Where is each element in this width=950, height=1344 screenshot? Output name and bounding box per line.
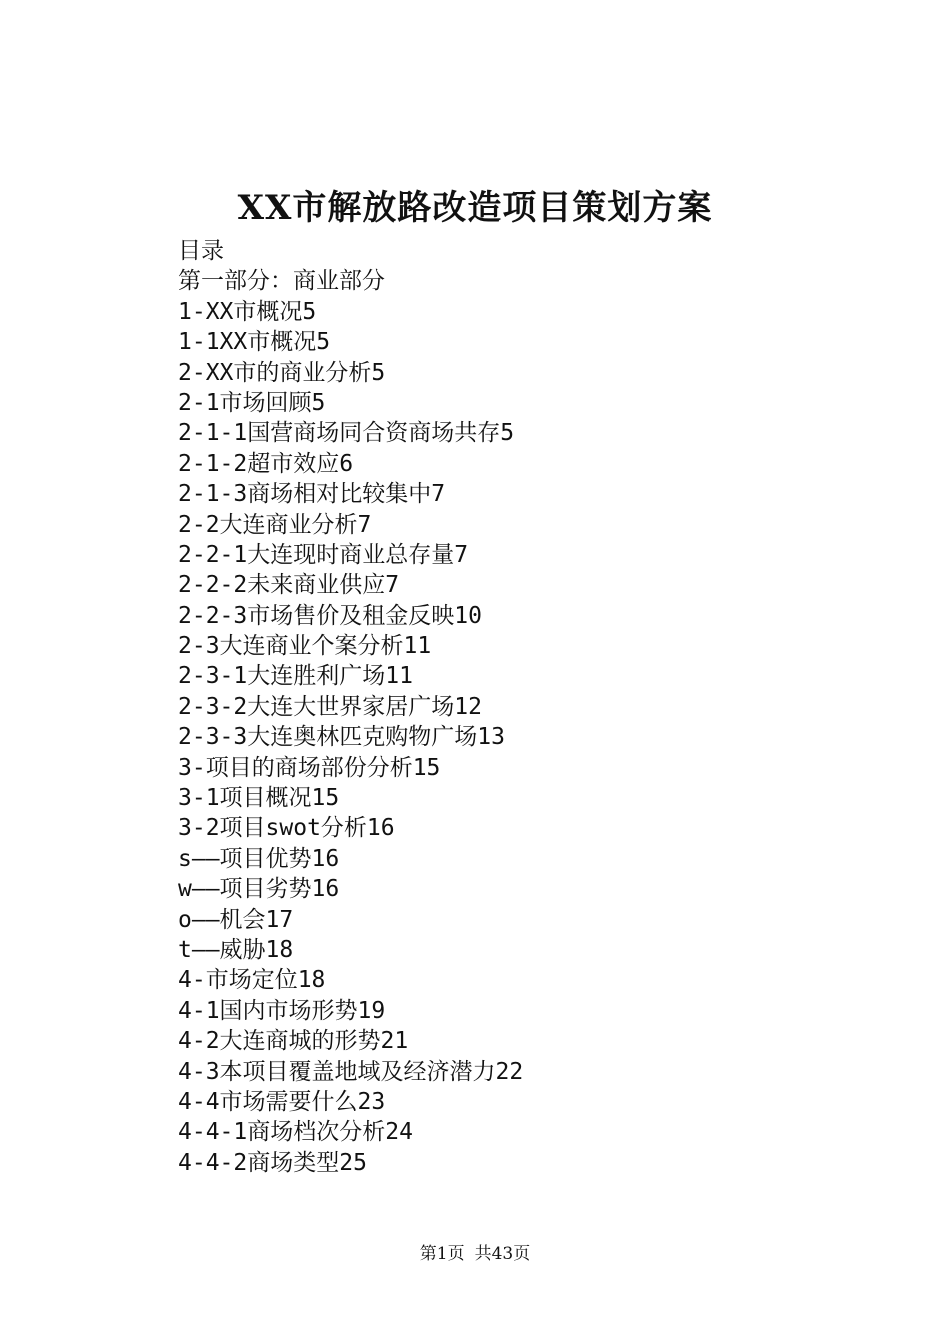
toc-entry: 2-1-3商场相对比较集中7 bbox=[178, 481, 446, 508]
toc-entry: 1-XX市概况5 bbox=[178, 298, 317, 325]
toc-entry: 2-2大连商业分析7 bbox=[178, 511, 372, 538]
toc-entry: 2-2-3市场售价及租金反映10 bbox=[178, 602, 482, 629]
toc-entry: 2-1市场回顾5 bbox=[178, 389, 326, 416]
toc-entry: 4-4-1商场档次分析24 bbox=[178, 1119, 413, 1146]
toc-entry: 2-2-2未来商业供应7 bbox=[178, 572, 400, 599]
toc-entry: 2-3-1大连胜利广场11 bbox=[178, 663, 413, 690]
toc-entry: 4-3本项目覆盖地域及经济潜力22 bbox=[178, 1058, 524, 1085]
toc-entry: 2-XX市的商业分析5 bbox=[178, 359, 386, 386]
toc-entry: 2-1-2超市效应6 bbox=[178, 450, 354, 477]
toc-entry: 1-1XX市概况5 bbox=[178, 329, 331, 356]
toc-entry: 4-2大连商城的形势21 bbox=[178, 1028, 409, 1055]
toc-entry: 3-项目的商场部份分析15 bbox=[178, 754, 441, 781]
toc-entry: 2-2-1大连现时商业总存量7 bbox=[178, 541, 469, 568]
toc-heading: 目录 bbox=[178, 238, 224, 264]
toc-section-heading: 第一部分：商业部分 bbox=[178, 268, 385, 295]
toc-entry: 4-4市场需要什么23 bbox=[178, 1088, 386, 1115]
toc-entry: 3-2项目swot分析16 bbox=[178, 815, 395, 842]
toc-entry: 4-1国内市场形势19 bbox=[178, 997, 386, 1024]
toc-entry: o——机会17 bbox=[178, 906, 294, 933]
toc-entry: 2-3-3大连奥林匹克购物广场13 bbox=[178, 724, 505, 751]
document-title: XX市解放路改造项目策划方案 bbox=[237, 188, 713, 228]
toc-entry: 3-1项目概况15 bbox=[178, 785, 340, 812]
toc-entry: 4-市场定位18 bbox=[178, 967, 326, 994]
toc-entry: t——威胁18 bbox=[178, 936, 294, 963]
toc-entry: 2-3大连商业个案分析11 bbox=[178, 633, 432, 660]
toc-entry: 2-3-2大连大世界家居广场12 bbox=[178, 693, 482, 720]
toc-entry: s——项目优势16 bbox=[178, 845, 340, 872]
toc-entry: w——项目劣势16 bbox=[178, 876, 340, 903]
page-number: 第1页 bbox=[419, 1244, 465, 1264]
table-of-contents bbox=[178, 236, 858, 1178]
toc-entry: 2-1-1国营商场同合资商场共存5 bbox=[178, 420, 515, 447]
toc-entry: 4-4-2商场类型25 bbox=[178, 1149, 367, 1176]
page-total: 共43页 bbox=[474, 1244, 531, 1264]
page-footer bbox=[0, 1242, 950, 1266]
